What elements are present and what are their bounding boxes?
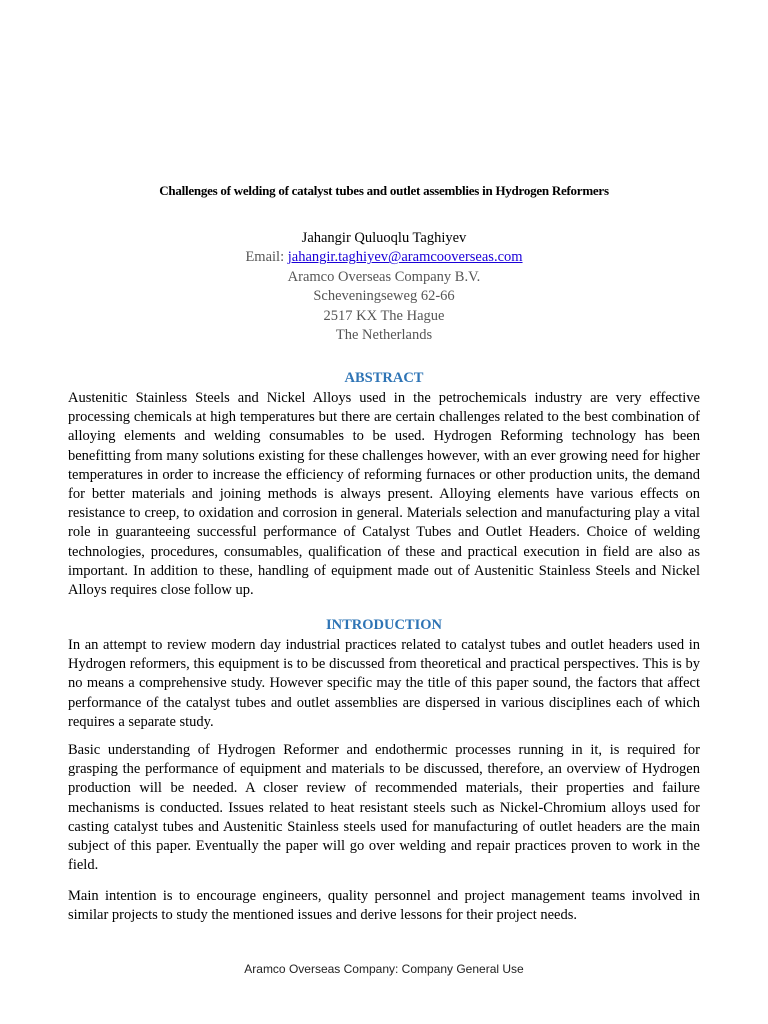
author-email-line <box>0 248 768 267</box>
page-footer: Aramco Overseas Company: Company General Use <box>244 962 524 976</box>
abstract-paragraph: Austenitic Stainless Steels and Nickel Alloys used in the petrochemicals industry are very effective processing chemicals at high temperatures but there are certain challenges related to the best combination of alloying elements and welding consumables to be used. Hydrogen Reforming technology has been benefitting from many solutions existing for these challenges however, with an ever growing need for higher temperatures in order to increase the efficiency of reforming furnaces or other production units, the demand for better materials and joining methods is always present. Alloying elements have various effects on resistance to creep, to oxidation and corrosion in general. Materials selection and manufacturing play a vital role in guaranteeing successful performance of Catalyst Tubes and Outlet Headers. Choice of welding technologies, procedures, consumables, qualification of these and practical execution in field are also as important. In addition to these, handling of equipment made out of Austenitic Stainless Steels and Nickel Alloys requires close follow up. <box>68 390 700 599</box>
introduction-heading: INTRODUCTION <box>325 617 442 633</box>
author-street: Scheveningseweg 62-66 <box>313 288 455 305</box>
intro-paragraph-1: In an attempt to review modern day industrial practices related to catalyst tubes and outlet headers used in Hydrogen reformers, this equipment is to be discussed from theoretical and practical perspectives. This is by no means a comprehensive study. However specific may the title of this paper sound, the factors that affect performance of the catalyst tubes and outlet assemblies are dispersed in various disciplines each of which requires a separate study. <box>68 637 700 730</box>
paper-title: Challenges of welding of catalyst tubes and outlet assemblies in Hydrogen Reformers <box>159 183 609 198</box>
intro-paragraph-3: Main intention is to encourage engineers, quality personnel and project management teams involved in similar projects to study the mentioned issues and derive lessons for their project needs. <box>68 888 700 924</box>
author-email-link[interactable]: jahangir.taghiyev@aramcooverseas.com <box>287 249 523 266</box>
author-block <box>0 229 768 345</box>
email-label: Email: <box>245 249 285 266</box>
intro-paragraph-2: Basic understanding of Hydrogen Reformer and endothermic processes running in it, is required for grasping the performance of equipment and materials to be discussed, therefore, an overview of Hydrogen production will be needed. A closer review of recommended materials, their properties and failure mechanisms is conducted. Issues related to heat resistant steels such as Nickel-Chromium alloys used for casting catalyst tubes and Austenitic Stainless steels used for manufacturing of outlet headers are the main subject of this paper. Eventually the paper will go over welding and repair practices proven to work in the field. <box>68 742 700 874</box>
author-name: Jahangir Quluoqlu Taghiyev <box>301 230 467 246</box>
author-country: The Netherlands <box>335 327 433 344</box>
author-company: Aramco Overseas Company B.V. <box>287 268 481 285</box>
author-city: 2517 KX The Hague <box>323 307 445 324</box>
abstract-heading: ABSTRACT <box>344 370 424 386</box>
